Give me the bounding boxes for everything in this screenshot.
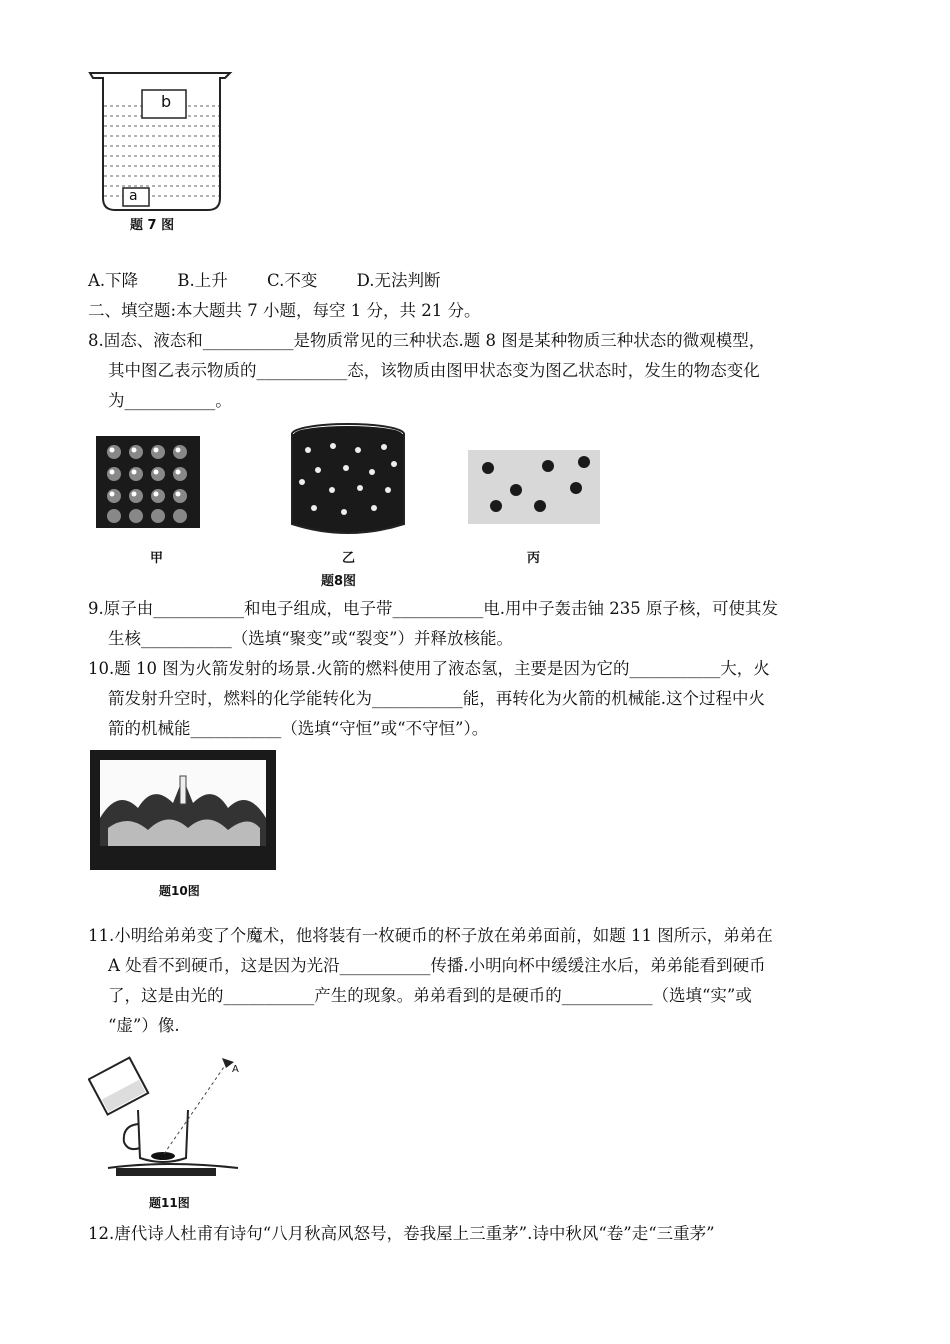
q11-line-2: A 处看不到硬币，这是因为光沿___________传播.小明向杯中缓缓注水后，弟弟能看到硬币 [108,956,766,975]
fig11-caption: 题11图 [149,1196,190,1210]
q9-line-2: 生核___________（选填“聚变”或“裂变”）并释放核能。 [108,629,513,648]
fig8-solid-model [92,432,204,532]
q12-line-1: 12.唐代诗人杜甫有诗句“八月秋高风怒号，卷我屋上三重茅”.诗中秋风“卷”走“三重茅” [88,1224,715,1243]
q11-line-1: 11.小明给弟弟变了个魔术，他将装有一枚硬币的杯子放在弟弟面前，如题 11 图所示，弟弟在 [88,926,773,945]
q7-option-b[interactable]: B.上升 [177,271,228,290]
q11-line-4: “虚”）像. [108,1016,180,1035]
fig10-rocket-launch-photo [88,748,278,872]
q9-line-1: 9.原子由___________和电子组成，电子带___________电.用中子轰击铀 235 原子核，可使其发 [88,599,778,618]
fig8-liquid-model [288,420,408,540]
fig10-caption: 题10图 [159,884,200,898]
q8-line-2: 其中图乙表示物质的___________态，该物质由图甲状态变为图乙状态时，发生的物态变化 [108,361,760,380]
fig7-label-b: b [161,92,172,111]
q7-option-a[interactable]: A.下降 [88,271,139,290]
section2-header: 二、填空题:本大题共 7 小题，每空 1 分，共 21 分。 [88,301,481,320]
q10-line-1: 10.题 10 图为火箭发射的场景.火箭的燃料使用了液态氢，主要是因为它的___________大，火 [88,659,770,678]
fig7-label-a: a [129,188,138,204]
fig8-caption: 题8图 [321,574,357,589]
fig11-cup-coin-diagram [88,1048,248,1188]
fig8-label-jia: 甲 [150,551,164,566]
q10-line-3: 箭的机械能___________（选填“守恒”或“不守恒”）。 [108,719,489,738]
fig11-point-a-label: A [232,1064,239,1075]
fig8-label-bing: 丙 [527,551,541,566]
q7-option-d[interactable]: D.无法判断 [356,271,441,290]
fig8-gas-model [466,448,602,526]
q8-line-3: 为___________。 [108,391,232,410]
q10-line-2: 箭发射升空时，燃料的化学能转化为___________能，再转化为火箭的机械能.这个过程中火 [108,689,765,708]
fig7-caption: 题 7 图 [130,218,175,233]
q11-line-3: 了，这是由光的___________产生的现象。弟弟看到的是硬币的___________（选填“实”或 [108,986,752,1005]
q7-options [88,270,474,292]
q7-option-c[interactable]: C.不变 [267,271,318,290]
fig8-label-yi: 乙 [342,551,356,566]
q8-line-1: 8.固态、液态和___________是物质常见的三种状态.题 8 图是某种物质三种状态的微观模型， [88,331,766,350]
